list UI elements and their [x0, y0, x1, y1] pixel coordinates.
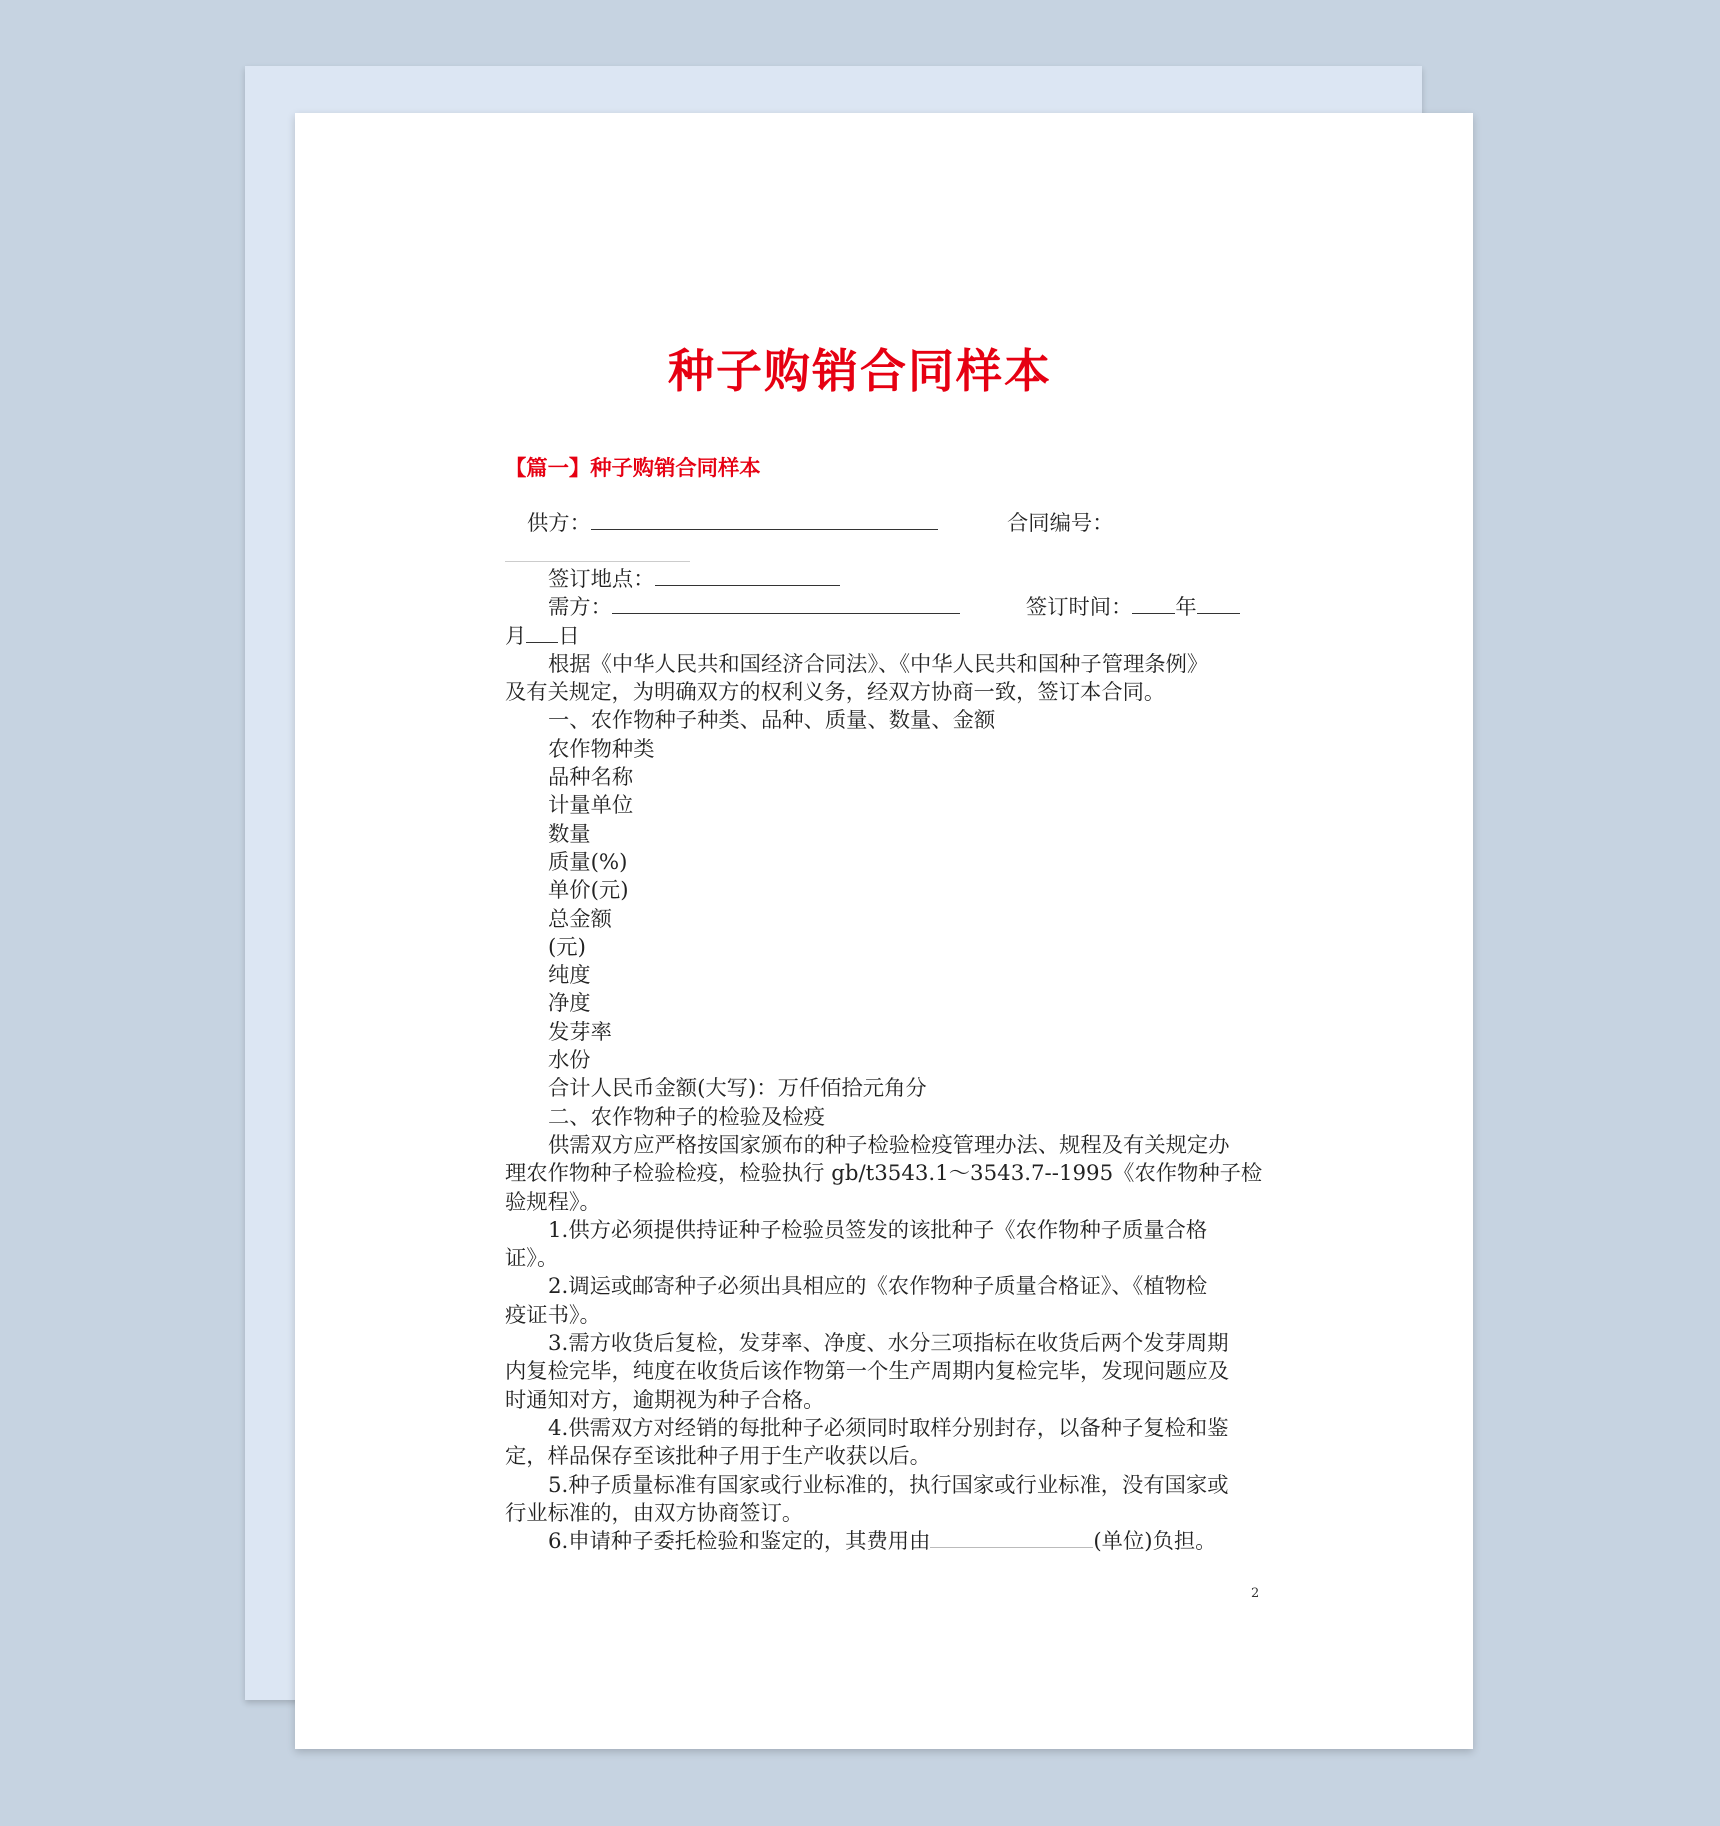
body-text-line: 数量 [548, 821, 591, 847]
clause-6-line [505, 1528, 1262, 1556]
body-text-line: 质量(%) [548, 849, 628, 875]
year-label: 年 [1175, 595, 1197, 621]
body-text-line: 疫证书》。 [505, 1302, 601, 1328]
body-text-line: 证》。 [505, 1246, 559, 1272]
body-text-line: 及有关规定，为明确双方的权利义务，经双方协商一致，签订本合同。 [505, 680, 1166, 706]
body-text-line: 单价(元) [548, 878, 629, 904]
body-text-line: 水份 [548, 1048, 591, 1074]
buyer-line [505, 594, 1262, 622]
day-blank [526, 624, 558, 643]
contract-no-label: 合同编号： [1007, 511, 1114, 536]
buyer-label: 需方： [548, 595, 612, 621]
fee-payer-blank [930, 1529, 1093, 1548]
body-text-line: 品种名称 [548, 765, 634, 791]
month-blank-pre [1197, 595, 1240, 614]
contract-body [505, 566, 1262, 1556]
body-text-line: 2.调运或邮寄种子必须出具相应的《农作物种子质量合格证》、《植物检 [548, 1274, 1208, 1300]
sign-place-blank [655, 567, 840, 586]
body-text-line: 二、农作物种子的检验及检疫 [548, 1104, 825, 1130]
body-text-line: 合计人民币金额(大写)：万仟佰拾元角分 [548, 1076, 927, 1102]
body-text-line: 内复检完毕，纯度在收货后该作物第一个生产周期内复检完毕，发现问题应及 [505, 1359, 1230, 1385]
body-text-line: 时通知对方，逾期视为种子合格。 [505, 1387, 825, 1413]
body-text-line: 行业标准的，由双方协商签订。 [505, 1500, 804, 1526]
body-text-line: 总金额 [548, 906, 612, 932]
body-text-line: 5.种子质量标准有国家或行业标准的，执行国家或行业标准，没有国家或 [548, 1472, 1229, 1498]
date-line [505, 623, 1262, 651]
body-text-line: 验规程》。 [505, 1189, 601, 1215]
sign-place-line [505, 566, 1262, 594]
sign-place-label: 签订地点： [548, 567, 655, 592]
body-text-line: 发芽率 [548, 1019, 612, 1045]
year-blank [1132, 595, 1175, 614]
body-text-line: 根据《中华人民共和国经济合同法》、《中华人民共和国种子管理条例》 [548, 651, 1209, 677]
body-text-line: 一、农作物种子种类、品种、质量、数量、金额 [548, 708, 996, 734]
supplier-blank [591, 511, 938, 530]
body-text-line: 3.需方收货后复检，发芽率、净度、水分三项指标在收货后两个发芽周期 [548, 1331, 1229, 1357]
month-label: 月 [505, 623, 527, 649]
body-text-line: 4.供需双方对经销的每批种子必须同时取样分别封存，以备种子复检和鉴 [548, 1415, 1229, 1441]
body-text-line: 净度 [548, 991, 591, 1017]
body-text-line: (元) [548, 934, 586, 960]
body-text-line: 计量单位 [548, 793, 634, 819]
body-text-line: 纯度 [548, 963, 591, 989]
page-number: 2 [1251, 1586, 1260, 1601]
body-text-line: 供需双方应严格按国家颁布的种子检验检疫管理办法、规程及有关规定办 [548, 1132, 1230, 1158]
buyer-blank [612, 595, 960, 614]
day-label: 日 [558, 623, 580, 649]
body-text-line: 农作物种类 [548, 736, 655, 762]
document-title: 种子购销合同样本 [668, 344, 1052, 398]
clause-6-text: 6.申请种子委托检验和鉴定的，其费用由 [548, 1529, 931, 1555]
supplier-field [527, 510, 938, 538]
body-text-line: 理农作物种子检验检疫，检验执行 gb/t3543.1～3543.7--1995《农作物种子检 [505, 1161, 1263, 1187]
contract-no-blank [505, 561, 690, 562]
body-text-line: 定，样品保存至该批种子用于生产收获以后。 [505, 1444, 931, 1470]
sign-time-label: 签订时间： [1025, 595, 1133, 621]
unit-label: (单位)负担。 [1093, 1529, 1217, 1555]
section-heading: 【篇一】种子购销合同样本 [505, 456, 761, 481]
supplier-label: 供方： [527, 511, 591, 536]
body-text-line: 1.供方必须提供持证种子检验员签发的该批种子《农作物种子质量合格 [548, 1217, 1208, 1243]
